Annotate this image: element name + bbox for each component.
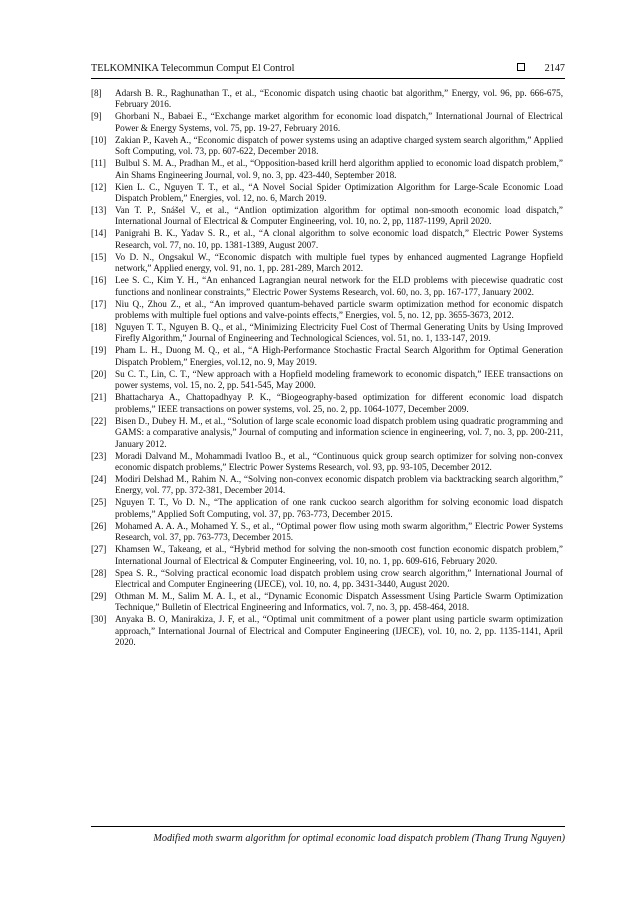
reference-number: [29]	[91, 590, 107, 601]
reference-text: Bulbul S. M. A., Pradhan M., et al., “Opposition-based krill herd algorithm applied to economic load dispatch problem,” Ain Shams Engineering Journal, vol. 9, no. 3, pp. 423-440, September 2018.	[115, 158, 563, 180]
reference-number: [14]	[91, 228, 107, 239]
reference-number: [11]	[91, 158, 106, 169]
reference-number: [26]	[91, 520, 107, 531]
reference-item	[91, 182, 563, 205]
reference-number: [24]	[91, 473, 107, 484]
reference-text: Panigrahi B. K., Yadav S. R., et al., “A clonal algorithm to solve economic load dispatch,” Electric Power Systems Research, vol. 77, no. 10, pp. 1381-1389, August 2007.	[115, 228, 563, 250]
reference-text: Moradi Dalvand M., Mohammadi Ivatloo B., et al., “Continuous quick group search optimizer for solving non-convex economic dispatch problems,” Electric Power Systems Research, vol. 93, pp. 93-105, December 2012.	[115, 450, 563, 472]
reference-text: Niu Q., Zhou Z., et al., “An improved quantum-behaved particle swarm optimization method for economic dispatch problems with multiple fuel options and valve-points effects,” Energies, vol. 5, no. 12, pp. 3655-3673, 2012.	[115, 298, 563, 321]
reference-item	[91, 474, 563, 497]
reference-text: Pham L. H., Duong M. Q., et al., “A High-Performance Stochastic Fractal Search Algorithm for Optimal Generation Dispatch Problem,” Energies, vol.12, no. 9, May 2019.	[115, 345, 563, 367]
reference-text: Bisen D., Dubey H. M., et al., “Solution of large scale economic load dispatch problem using quadratic programming and GAMS: a comparative analysis,” Journal of computing and information science in engineering, vol. 7, no. 3, pp. 200-211, January 2012.	[115, 415, 563, 449]
reference-text: Adarsh B. R., Raghunathan T., et al., “Economic dispatch using chaotic bat algorithm,” Energy, vol. 96, pp. 666-675, February 2016.	[115, 88, 563, 110]
reference-item	[91, 275, 563, 298]
reference-item	[91, 369, 563, 392]
reference-text: Ghorbani N., Babaei E., “Exchange market algorithm for economic load dispatch,” International Journal of Electrical Power & Energy Systems, vol. 75, pp. 19-27, February 2016.	[115, 111, 563, 133]
reference-item	[91, 158, 563, 181]
reference-number: [19]	[91, 345, 107, 356]
reference-text: Othman M. M., Salim M. A. I., et al., “Dynamic Economic Dispatch Assessment Using Particle Swarm Optimization Technique,” Bulletin of Electrical Engineering and Informatics, vol. 7, no. 3, pp. 458-464, 2018.	[115, 590, 563, 613]
reference-number: [10]	[91, 134, 107, 145]
reference-text: Nguyen T. T., Nguyen B. Q., et al., “Minimizing Electricity Fuel Cost of Thermal Generating Units by Using Improved Firefly Algorithm,” Journal of Engineering and Technological Sciences, vol. 51, no. 1, 133-147, 2019.	[115, 322, 563, 344]
footer-title: Modified moth swarm algorithm for optimal economic load dispatch problem (Thang Trung Nguyen)	[153, 833, 565, 844]
reference-item	[91, 544, 563, 567]
checkbox-square-icon	[517, 63, 525, 71]
reference-number: [21]	[91, 392, 107, 403]
reference-text: Modiri Delshad M., Rahim N. A., “Solving non-convex economic dispatch problem via backtracking search algorithm,” Energy, vol. 77, pp. 372-381, December 2014.	[115, 473, 563, 496]
reference-item	[91, 299, 563, 322]
reference-list	[91, 88, 563, 649]
reference-item	[91, 521, 563, 544]
reference-item	[91, 392, 563, 415]
reference-number: [16]	[91, 275, 107, 286]
reference-number: [18]	[91, 322, 107, 333]
reference-item	[91, 451, 563, 474]
reference-item	[91, 252, 563, 275]
reference-number: [25]	[91, 497, 107, 508]
reference-item	[91, 345, 563, 368]
reference-text: Zakian P., Kaveh A., “Economic dispatch of power systems using an adaptive charged system search algorithm,” Applied Soft Computing, vol. 73, pp. 607-622, December 2018.	[115, 134, 563, 157]
reference-item	[91, 568, 563, 591]
reference-item	[91, 322, 563, 345]
reference-item	[91, 228, 563, 251]
reference-text: Spea S. R., “Solving practical economic load dispatch problem using crow search algorithm,” International Journal of Electrical and Computer Engineering (IJECE), vol. 10, no. 4, pp. 3431-3440, August 2020.	[115, 567, 563, 589]
reference-text: Mohamed A. A. A., Mohamed Y. S., et al., “Optimal power flow using moth swarm algorithm,” Electric Power Systems Research, vol. 37, pp. 763-773, December 2015.	[115, 520, 563, 543]
reference-item	[91, 111, 563, 134]
reference-item	[91, 88, 563, 111]
reference-number: [30]	[91, 614, 107, 625]
running-header	[91, 60, 565, 79]
reference-text: Nguyen T. T., Vo D. N., “The application of one rank cuckoo search algorithm for solving economic load dispatch problems,” Applied Soft Computing, vol. 37, pp. 763-773, December 2015.	[115, 497, 563, 519]
reference-number: [12]	[91, 181, 107, 192]
reference-number: [15]	[91, 251, 107, 262]
reference-number: [17]	[91, 298, 107, 309]
reference-text: Kien L. C., Nguyen T. T., et al., “A Novel Social Spider Optimization Algorithm for Large-Scale Economic Load Dispatch Problem,” Energies, vol. 12, no. 6, March 2019.	[115, 181, 563, 204]
journal-name: TELKOMNIKA Telecommun Comput El Control	[91, 63, 295, 74]
reference-text: Vo D. N., Ongsakul W., “Economic dispatch with multiple fuel types by enhanced augmented Lagrange Hopfield network,” Applied energy, vol. 91, no. 1, pp. 281-289, March 2012.	[115, 251, 563, 274]
reference-number: [13]	[91, 205, 107, 216]
reference-number: [8]	[91, 88, 102, 98]
running-footer	[91, 826, 565, 844]
reference-number: [22]	[91, 415, 107, 426]
reference-text: Van T. P., Snášel V., et al., “Antlion optimization algorithm for optimal non-smooth economic load dispatch,” International Journal of Electrical & Computer Engineering, vol. 10, no. 2, pp, 1187-1199, April 2020.	[115, 205, 563, 227]
reference-text: Khamsen W., Takeang, et al., “Hybrid method for solving the non-smooth cost function economic dispatch problem,” International Journal of Electrical & Computer Engineering, vol. 10, no. 1, pp. 609-616, February 2020.	[115, 544, 563, 566]
reference-number: [23]	[91, 450, 107, 461]
reference-item	[91, 416, 563, 450]
reference-item	[91, 591, 563, 614]
reference-number: [20]	[91, 368, 107, 379]
reference-number: [27]	[91, 544, 107, 555]
reference-item	[91, 614, 563, 648]
reference-text: Lee S. C., Kim Y. H., “An enhanced Lagrangian neural network for the ELD problems with piecewise quadratic cost functions and nonlinear constraints,” Electric Power Systems Research, vol. 60, no. 3, pp. 167-177, January 2002.	[115, 275, 563, 297]
reference-text: Anyaka B. O, Manirakiza, J. F, et al., “Optimal unit commitment of a power plant using particle swarm optimization approach,” International Journal of Electrical and Computer Engineering (IJECE), vol. 10, no. 2, pp. 1135-1141, April 2020.	[115, 614, 563, 648]
reference-text: Su C. T., Lin, C. T., “New approach with a Hopfield modeling framework to economic dispatch,” IEEE transactions on power systems, vol. 15, no. 2, pp. 541-545, May 2000.	[115, 368, 563, 391]
reference-item	[91, 205, 563, 228]
reference-item	[91, 135, 563, 158]
page-number: 2147	[544, 63, 565, 74]
reference-number: [9]	[91, 111, 102, 122]
reference-text: Bhattacharya A., Chattopadhyay P. K., “Biogeography-based optimization for different economic load dispatch problems,” IEEE transactions on power systems, vol. 25, no. 2, pp. 1064-1077, December 2009.	[115, 392, 563, 414]
reference-number: [28]	[91, 567, 107, 578]
reference-item	[91, 497, 563, 520]
